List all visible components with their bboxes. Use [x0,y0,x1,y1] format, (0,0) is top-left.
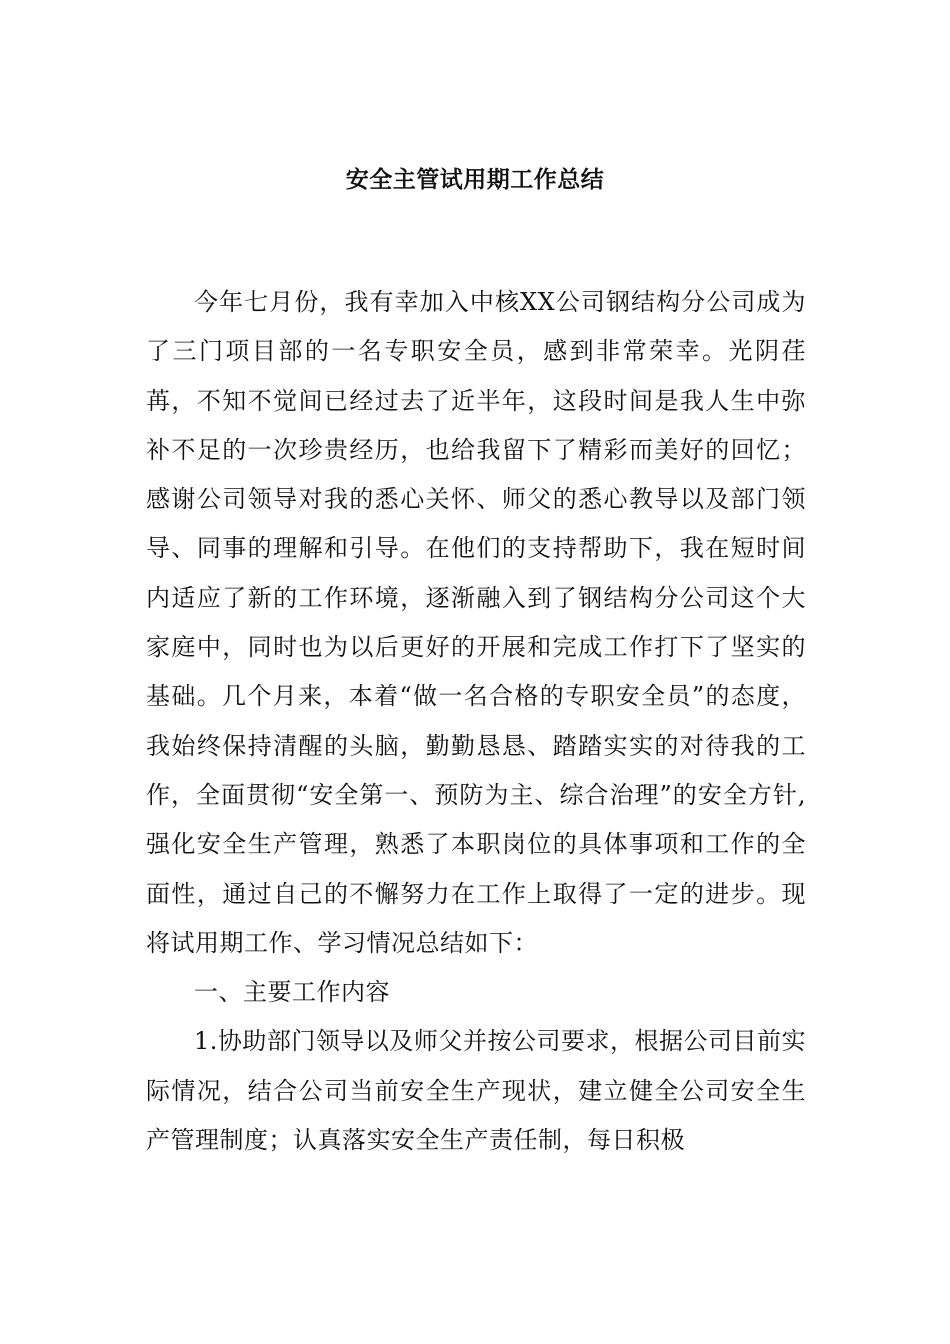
section-heading-main-work: 一、主要工作内容 [194,978,390,1007]
intro-paragraph: 今年七月份，我有幸加入中核XX公司钢结构分公司成为了三门项目部的一名专职安全员，感到非常荣幸。光阴荏苒，不知不觉间已经过去了近半年，这段时间是我人生中弥补不足的一次珍贵经历，也给我留下了精彩而美好的回忆；感谢公司领导对我的悉心关怀、师父的悉心教导以及部门领导、同事的理解和引导。在他们的支持帮助下，我在短时间内适应了新的工作环境，逐渐融入到了钢结构分公司这个大家庭中，同时也为以后更好的开展和完成工作打下了坚实的基础。几个月来，本着“做一名合格的专职安全员”的态度，我始终保持清醒的头脑，勤勤恳恳、踏踏实实的对待我的工作，全面贯彻“安全第一、预防为主、综合治理”的安全方针,强化安全生产管理，熟悉了本职岗位的具体事项和工作的全面性，通过自己的不懈努力在工作上取得了一定的进步。现将试用期工作、学习情况总结如下： [146,288,806,957]
document-title: 安全主管试用期工作总结 [345,166,605,193]
document-body [146,278,806,1165]
item-1-paragraph: 1.协助部门领导以及师父并按公司要求，根据公司目前实际情况，结合公司当前安全生产现状，建立健全公司安全生产管理制度；认真落实安全生产责任制，每日积极 [146,1027,806,1155]
